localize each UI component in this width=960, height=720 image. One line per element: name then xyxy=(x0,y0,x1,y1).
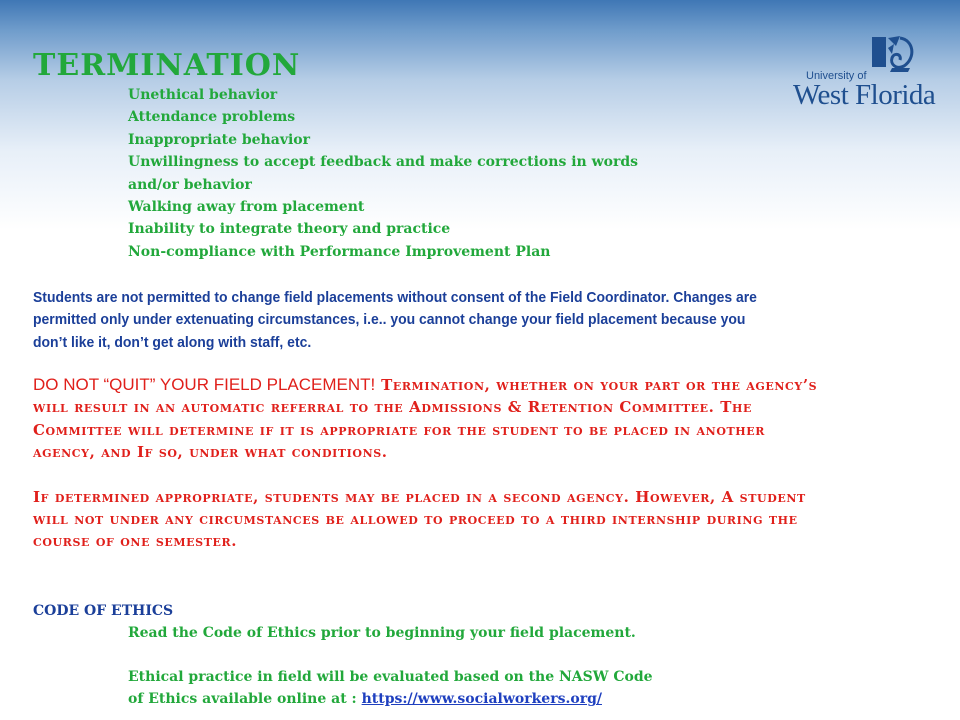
warning-lead: DO NOT “QUIT” YOUR FIELD PLACEMENT! xyxy=(33,375,376,394)
slide-title: TERMINATION xyxy=(33,48,301,83)
warning-body: Termination, whether on your part or the agency’s will result in an automatic referral to the Admissions & Retention Committee. The Committee will determine if it is appropriate for the student to be placed in another agency, and If so, under what conditions. xyxy=(33,376,818,462)
list-item: and/or behavior xyxy=(128,176,252,193)
list-item: Attendance problems xyxy=(128,109,296,126)
termination-reasons-list xyxy=(128,84,828,263)
quit-warning xyxy=(33,374,833,553)
list-item: Unwillingness to accept feedback and make corrections in words xyxy=(128,154,639,171)
list-item: Inappropriate behavior xyxy=(128,131,311,148)
code-of-ethics-instruction: Read the Code of Ethics prior to beginning your field placement. xyxy=(128,625,636,641)
logo-west-florida: West Florida xyxy=(793,79,936,111)
code-of-ethics-heading: CODE OF ETHICS xyxy=(33,603,174,619)
list-item: Non-compliance with Performance Improvement Plan xyxy=(128,243,551,260)
list-item: Inability to integrate theory and practice xyxy=(128,221,451,238)
code-of-ethics-note xyxy=(128,666,888,711)
logo-university-of: University of xyxy=(806,70,867,82)
warning-paragraph xyxy=(33,374,833,464)
list-item: Unethical behavior xyxy=(128,87,278,103)
nautilus-shell-icon xyxy=(870,34,918,74)
ethics-note-line-1: Ethical practice in field will be evaluated based on the NASW Code xyxy=(128,669,653,685)
placement-change-policy: Students are not permitted to change field placements without consent of the Field Coordinator. Changes are permitted only under extenuating circumstances, i.e.. you cannot change your field placement because you don’t like it, don’t get along with staff, etc. xyxy=(33,289,757,351)
list-item: Walking away from placement xyxy=(128,199,365,216)
nasw-link[interactable]: https://www.socialworkers.org/ xyxy=(361,691,602,708)
ethics-note-line-2 xyxy=(128,688,888,710)
ethics-note-prefix: of Ethics available online at : xyxy=(128,691,362,708)
second-agency-paragraph: If determined appropriate, students may be placed in a second agency. However, A student will not under any circumstances be allowed to proceed to a third internship during the course of one semester. xyxy=(33,487,806,551)
